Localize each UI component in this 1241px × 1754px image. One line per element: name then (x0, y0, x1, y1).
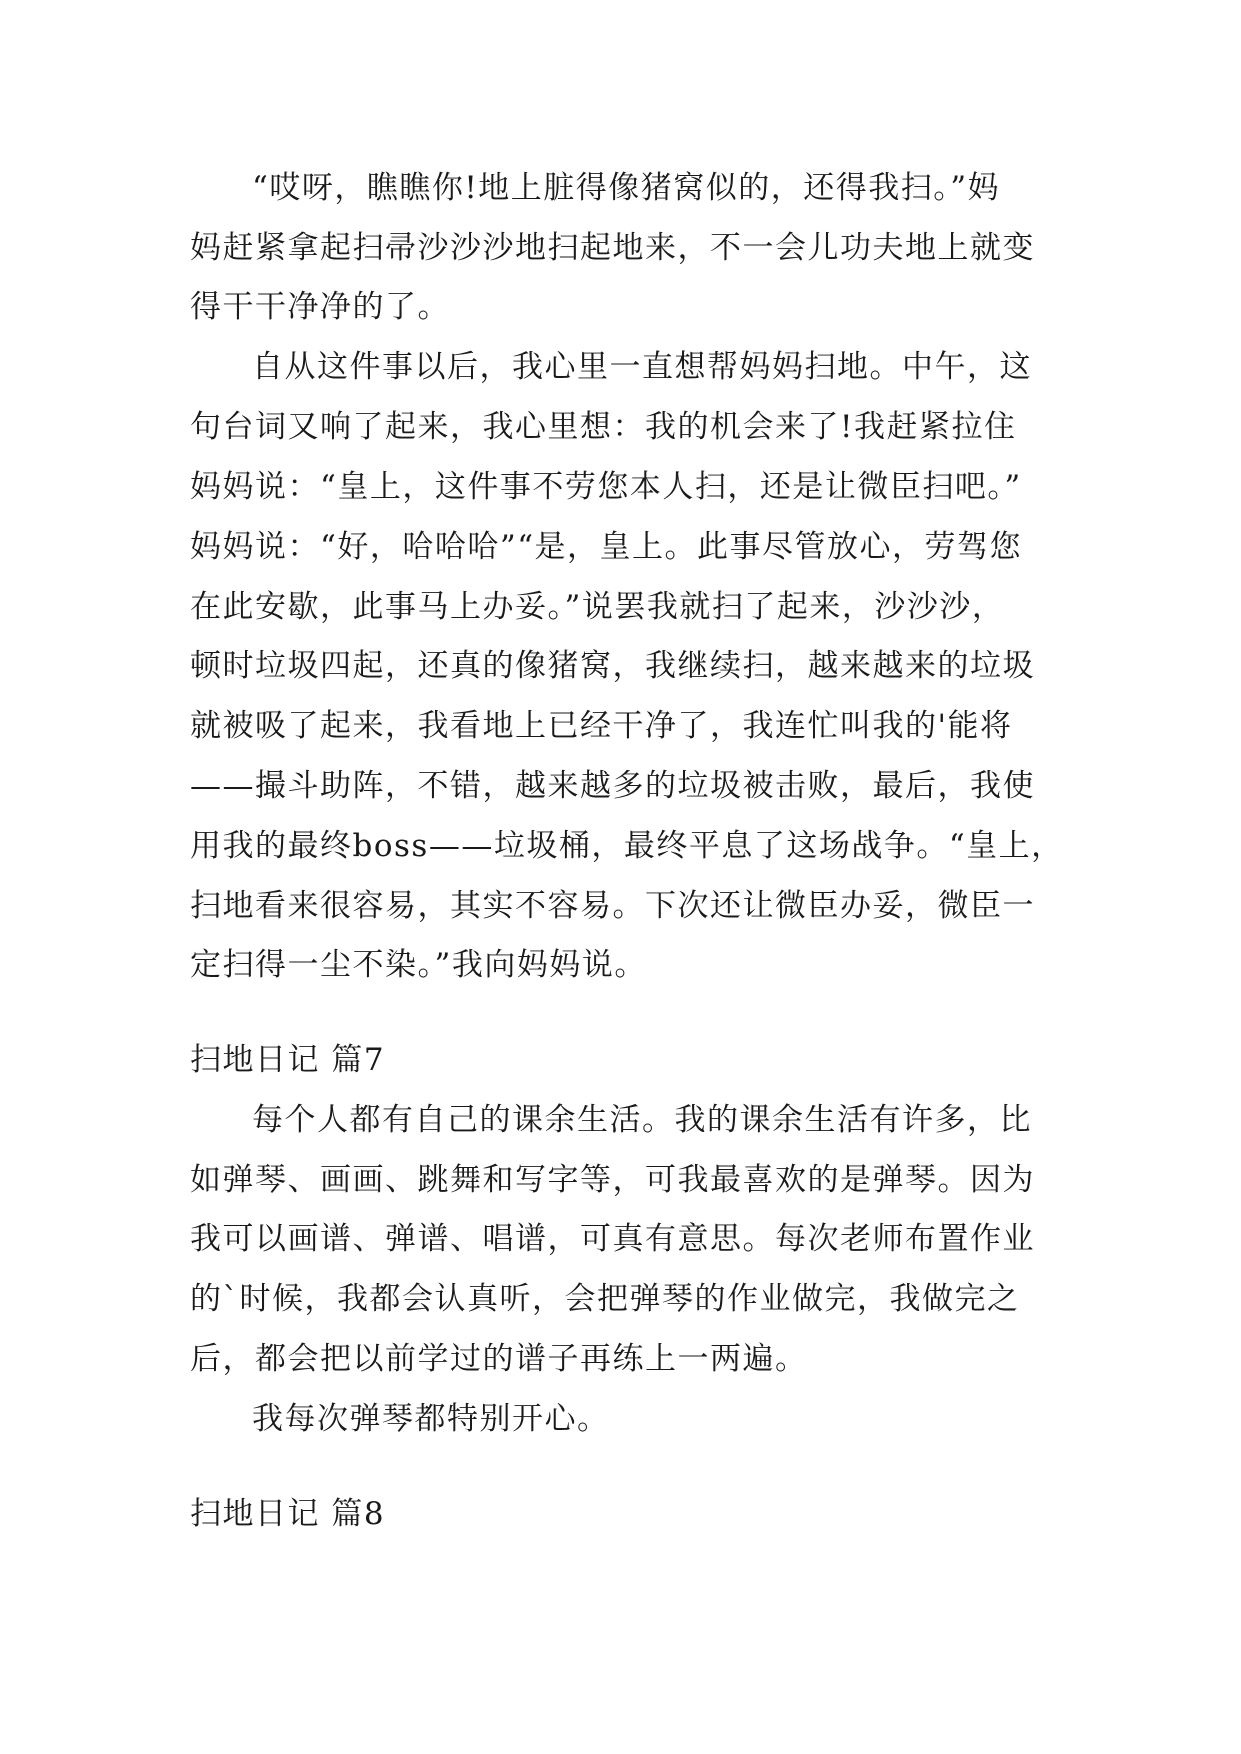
text-line: 我可以画谱、弹谱、唱谱，可真有意思。每次老师布置作业 (190, 1221, 1035, 1257)
text-line: 扫地看来很容易，其实不容易。下次还让微臣办妥，微臣一 (190, 888, 1035, 924)
text-line: 如弹琴、画画、跳舞和写字等，可我最喜欢的是弹琴。因为 (190, 1162, 1035, 1198)
text-line: 的`时候，我都会认真听，会把弹琴的作业做完，我做完之 (190, 1281, 1020, 1317)
section-heading: 扫地日记 篇8 (190, 1496, 386, 1532)
text-line: 顿时垃圾四起，还真的像猪窝，我继续扫，越来越来的垃圾 (190, 648, 1035, 684)
text-line: 定扫得一尘不染。”我向妈妈说。 (190, 947, 647, 983)
text-line: 句台词又响了起来，我心里想：我的机会来了!我赶紧拉住 (190, 409, 1017, 445)
section-heading: 扫地日记 篇7 (190, 1042, 386, 1078)
text-line: 后，都会把以前学过的谱子再练上一两遍。 (190, 1341, 808, 1377)
text-line: 得干干净净的了。 (190, 289, 450, 325)
text-line: 我每次弹琴都特别开心。 (252, 1401, 610, 1437)
text-line: 妈赶紧拿起扫帚沙沙沙地扫起地来，不一会儿功夫地上就变 (190, 230, 1035, 266)
text-line: 妈妈说：“皇上，这件事不劳您本人扫，还是让微臣扫吧。” (190, 469, 1022, 505)
text-line: 每个人都有自己的课余生活。我的课余生活有许多，比 (252, 1102, 1032, 1138)
text-line: ——撮斗助阵，不错，越来越多的垃圾被击败，最后，我使 (190, 768, 1035, 804)
text-line: 在此安歇，此事马上办妥。”说罢我就扫了起来，沙沙沙， (190, 589, 1005, 625)
text-line: 就被吸了起来，我看地上已经干净了，我连忙叫我的'能将 (190, 708, 1013, 744)
text-line: 用我的最终boss——垃圾桶，最终平息了这场战争。“皇上， (190, 828, 1064, 864)
text-line: 自从这件事以后，我心里一直想帮妈妈扫地。中午，这 (252, 349, 1032, 385)
text-line: “哎呀，瞧瞧你!地上脏得像猪窝似的，还得我扫。”妈 (252, 170, 1001, 206)
text-line: 妈妈说：“好，哈哈哈”“是，皇上。此事尽管放心，劳驾您 (190, 529, 1023, 565)
